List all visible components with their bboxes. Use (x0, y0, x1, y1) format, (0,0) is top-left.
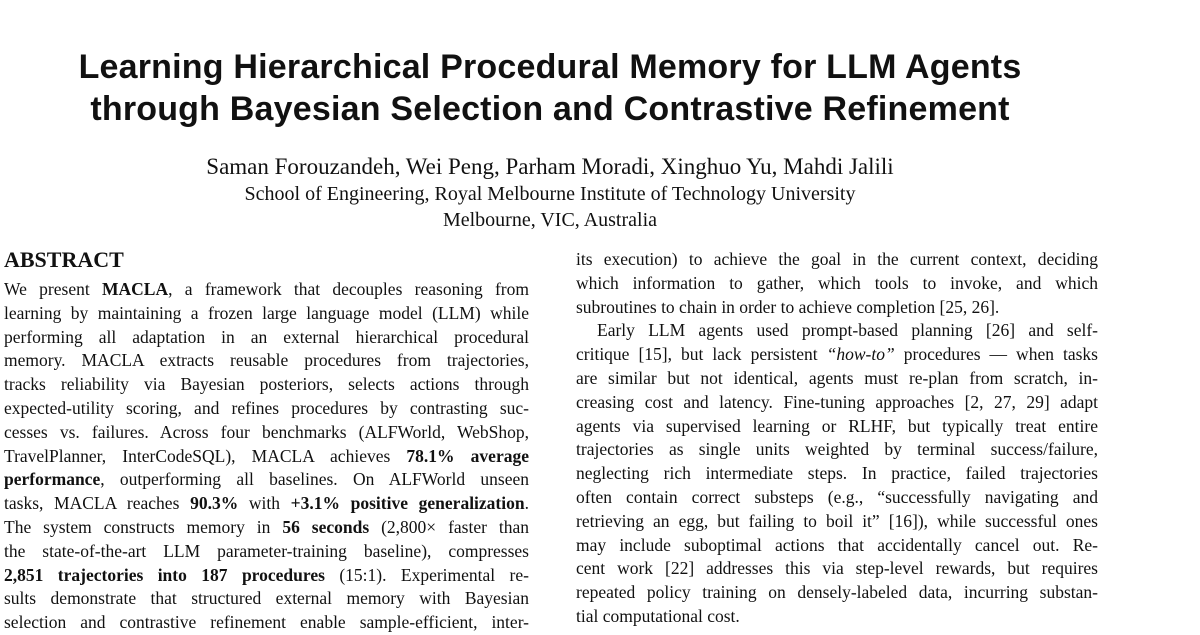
abstract-line (4, 302, 529, 326)
body-text-run: retrieving an egg, but failing to boil it” [16]), while successful ones (576, 510, 1098, 531)
abstract-line (4, 492, 529, 516)
paper-title (0, 46, 1100, 130)
abstract-text-run: sults demonstrate that structured external memory with Bayesian (4, 588, 529, 609)
body-line (576, 367, 1098, 391)
abstract-text-run: 56 seconds (282, 516, 370, 537)
body-text-run: tial computational cost. (576, 605, 740, 626)
abstract-text-run: performing all adaptation in an external hierarchical procedural (4, 326, 529, 347)
body-text-run: its execution) to achieve the goal in the current context, deciding (576, 249, 1098, 269)
abstract-line (4, 564, 529, 588)
body-text-run: cent work [22] addresses this via step-level rewards, but requires (576, 558, 1098, 579)
abstract-text-run: We present (4, 279, 102, 299)
body-text (576, 248, 1098, 629)
body-text-run: may include suboptimal actions that accidentally cancel out. Re- (576, 534, 1098, 555)
body-text-run: Early LLM agents used prompt-based planning [26] and self- (597, 320, 1098, 341)
abstract-line (4, 540, 529, 564)
body-line (576, 534, 1098, 558)
body-line (576, 510, 1098, 534)
abstract-text-run: cesses vs. failures. Across four benchmarks (ALFWorld, WebShop, (4, 421, 529, 442)
abstract-text-run: . (524, 493, 529, 514)
abstract-text-run: (15:1). Experimental re- (324, 564, 529, 585)
body-text-run: neglecting rich intermediate steps. In practice, failed trajectories (576, 463, 1098, 484)
body-text-run: procedures — when tasks (894, 344, 1098, 365)
abstract-text-run: The system constructs memory in (4, 516, 283, 537)
abstract-text-run: , outperforming all baselines. On ALFWorld unseen (100, 469, 529, 490)
abstract-line (4, 587, 529, 611)
abstract-line (4, 516, 529, 540)
abstract-line (4, 468, 529, 492)
body-line (576, 605, 1098, 629)
abstract-line (4, 349, 529, 373)
abstract-text-run: selection and contrastive refinement enable sample-efficient, inter- (4, 612, 529, 633)
abstract-text-run: 90.3% (190, 493, 239, 514)
abstract-text-run: the state-of-the-art LLM parameter-training baseline), compresses (4, 540, 529, 561)
body-line (576, 486, 1098, 510)
body-line (576, 272, 1098, 296)
body-line (576, 557, 1098, 581)
abstract-line (4, 421, 529, 445)
abstract-text-run: (2,800× faster than (369, 516, 529, 537)
body-line (576, 248, 1098, 272)
introduction-text (576, 248, 1098, 629)
abstract-text-run: MACLA (102, 279, 169, 299)
body-text-run: “how-to” (826, 344, 895, 365)
abstract-heading: ABSTRACT (4, 247, 124, 272)
body-line (576, 462, 1098, 486)
body-text-run: critique [15], but lack persistent (576, 344, 827, 365)
body-text-run: are similar but not identical, agents must re-plan from scratch, in- (576, 367, 1098, 388)
abstract-line (4, 445, 529, 469)
abstract-line (4, 611, 529, 635)
abstract-text-run: 2,851 trajectories into 187 procedures (4, 564, 325, 585)
body-text-run: subroutines to chain in order to achieve completion [25, 26]. (576, 296, 1000, 317)
body-text-run: agents via supervised learning or RLHF, but typically treat entire (576, 415, 1098, 436)
abstract-text-run: with (238, 493, 291, 514)
body-text-run: which information to gather, which tools to invoke, and which (576, 272, 1098, 293)
body-text-run: creasing cost and latency. Fine-tuning approaches [2, 27, 29] adapt (576, 391, 1098, 412)
abstract-text-run: , a framework that decouples reasoning from (168, 279, 529, 299)
abstract-text-run: memory. MACLA extracts reusable procedures from trajectories, (4, 350, 529, 371)
title-line-1: Learning Hierarchical Procedural Memory for LLM Agents (78, 48, 1022, 86)
abstract-text-run: TravelPlanner, InterCodeSQL), MACLA achieves (4, 445, 407, 466)
body-line (576, 343, 1098, 367)
abstract-section (4, 246, 529, 635)
abstract-text-run: +3.1% positive generalization (290, 493, 525, 514)
abstract-text-run: tracks reliability via Bayesian posteriors, selects actions through (4, 374, 529, 395)
abstract-line (4, 326, 529, 350)
abstract-line (4, 397, 529, 421)
body-line (576, 319, 1098, 343)
title-line-2: through Bayesian Selection and Contrastive Refinement (90, 90, 1010, 128)
abstract-text-run: 78.1% average (406, 445, 529, 466)
body-text-run: trajectories as single units weighted by terminal success/failure, (576, 439, 1098, 460)
body-line (576, 296, 1098, 320)
location: Melbourne, VIC, Australia (442, 209, 658, 231)
abstract-text (4, 278, 529, 635)
abstract-text-run: performance (4, 469, 101, 490)
body-text-run: repeated policy training on densely-labeled data, incurring substan- (576, 582, 1098, 603)
abstract-text-run: expected-utility scoring, and refines procedures by contrasting suc- (4, 397, 529, 418)
abstract-line (4, 278, 529, 302)
body-line (576, 391, 1098, 415)
abstract-text-run: learning by maintaining a frozen large language model (LLM) while (4, 302, 529, 323)
author-list: Saman Forouzandeh, Wei Peng, Parham Moradi, Xinghuo Yu, Mahdi Jalili (206, 154, 894, 179)
body-line (576, 438, 1098, 462)
body-line (576, 581, 1098, 605)
affiliation: School of Engineering, Royal Melbourne Institute of Technology University (244, 183, 856, 205)
body-line (576, 415, 1098, 439)
body-text-run: often contain correct substeps (e.g., “successfully navigating and (576, 486, 1098, 507)
abstract-line (4, 373, 529, 397)
abstract-text-run: tasks, MACLA reaches (4, 493, 191, 514)
